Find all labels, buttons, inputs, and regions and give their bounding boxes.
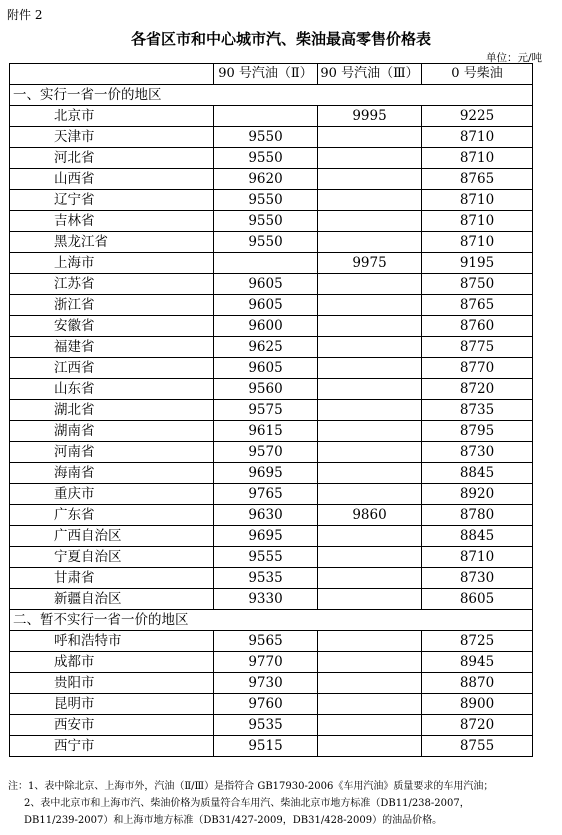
table-row — [10, 148, 533, 169]
price-table-body — [10, 64, 533, 757]
table-row — [10, 295, 533, 316]
region-cell: 西宁市 — [10, 736, 214, 757]
header-gasoline-90-iii: 90 号汽油（Ⅲ） — [318, 64, 422, 85]
region-cell: 昆明市 — [10, 694, 214, 715]
table-header-row — [10, 64, 533, 85]
table-row — [10, 715, 533, 736]
gasoline-ii-cell: 9605 — [214, 274, 318, 295]
gasoline-ii-cell: 9620 — [214, 169, 318, 190]
table-row — [10, 337, 533, 358]
table-row — [10, 106, 533, 127]
gasoline-iii-cell — [318, 148, 422, 169]
region-cell: 江西省 — [10, 358, 214, 379]
diesel-cell: 8845 — [422, 463, 533, 484]
gasoline-ii-cell: 9695 — [214, 463, 318, 484]
diesel-cell: 8710 — [422, 190, 533, 211]
region-cell: 吉林省 — [10, 211, 214, 232]
diesel-cell: 8605 — [422, 589, 533, 610]
gasoline-iii-cell — [318, 337, 422, 358]
region-cell: 河南省 — [10, 442, 214, 463]
gasoline-iii-cell — [318, 316, 422, 337]
region-cell: 江苏省 — [10, 274, 214, 295]
gasoline-ii-cell: 9625 — [214, 337, 318, 358]
table-row — [10, 673, 533, 694]
diesel-cell: 8920 — [422, 484, 533, 505]
gasoline-ii-cell: 9550 — [214, 211, 318, 232]
gasoline-iii-cell — [318, 127, 422, 148]
diesel-cell: 8730 — [422, 442, 533, 463]
region-cell: 安徽省 — [10, 316, 214, 337]
gasoline-ii-cell: 9515 — [214, 736, 318, 757]
diesel-cell: 8720 — [422, 715, 533, 736]
table-row — [10, 442, 533, 463]
table-row — [10, 274, 533, 295]
region-cell: 黑龙江省 — [10, 232, 214, 253]
gasoline-ii-cell: 9560 — [214, 379, 318, 400]
gasoline-iii-cell — [318, 232, 422, 253]
footnote-1: 注：1、表中除北京、上海市外，汽油（Ⅱ/Ⅲ）是指符合 GB17930-2006《车用汽油》质量要求的车用汽油； — [8, 781, 494, 792]
header-region — [10, 64, 214, 85]
diesel-cell: 9195 — [422, 253, 533, 274]
gasoline-iii-cell — [318, 715, 422, 736]
gasoline-ii-cell: 9760 — [214, 694, 318, 715]
region-cell: 广西自治区 — [10, 526, 214, 547]
gasoline-iii-cell — [318, 211, 422, 232]
table-row — [10, 379, 533, 400]
gasoline-iii-cell — [318, 652, 422, 673]
gasoline-ii-cell: 9570 — [214, 442, 318, 463]
gasoline-iii-cell — [318, 442, 422, 463]
table-row — [10, 358, 533, 379]
gasoline-iii-cell — [318, 190, 422, 211]
table-row — [10, 694, 533, 715]
gasoline-ii-cell: 9630 — [214, 505, 318, 526]
unit-label: 单位：元/吨 — [485, 52, 542, 64]
header-gasoline-90-ii: 90 号汽油（Ⅱ） — [214, 64, 318, 85]
diesel-cell: 8750 — [422, 274, 533, 295]
diesel-cell: 9225 — [422, 106, 533, 127]
gasoline-iii-cell — [318, 463, 422, 484]
region-cell: 贵阳市 — [10, 673, 214, 694]
diesel-cell: 8735 — [422, 400, 533, 421]
gasoline-ii-cell: 9615 — [214, 421, 318, 442]
header-diesel-0: 0 号柴油 — [422, 64, 533, 85]
price-table — [9, 63, 533, 757]
table-row — [10, 505, 533, 526]
region-cell: 福建省 — [10, 337, 214, 358]
diesel-cell: 8730 — [422, 568, 533, 589]
table-row — [10, 232, 533, 253]
gasoline-ii-cell: 9600 — [214, 316, 318, 337]
region-cell: 湖南省 — [10, 421, 214, 442]
gasoline-iii-cell — [318, 568, 422, 589]
diesel-cell: 8845 — [422, 526, 533, 547]
gasoline-iii-cell — [318, 589, 422, 610]
gasoline-ii-cell — [214, 253, 318, 274]
gasoline-iii-cell — [318, 400, 422, 421]
diesel-cell: 8765 — [422, 295, 533, 316]
diesel-cell: 8900 — [422, 694, 533, 715]
table-row — [10, 736, 533, 757]
region-cell: 宁夏自治区 — [10, 547, 214, 568]
region-cell: 上海市 — [10, 253, 214, 274]
footnote-2-continued: DB11/239-2007）和上海市地方标准（DB31/427-2009，DB31/428-2009）的油品价格。 — [24, 815, 443, 826]
footnotes — [8, 778, 556, 829]
table-row — [10, 568, 533, 589]
gasoline-ii-cell: 9605 — [214, 358, 318, 379]
region-cell: 新疆自治区 — [10, 589, 214, 610]
gasoline-iii-cell — [318, 526, 422, 547]
gasoline-iii-cell — [318, 547, 422, 568]
gasoline-ii-cell: 9330 — [214, 589, 318, 610]
region-cell: 北京市 — [10, 106, 214, 127]
table-row — [10, 589, 533, 610]
region-cell: 海南省 — [10, 463, 214, 484]
diesel-cell: 8780 — [422, 505, 533, 526]
table-row — [10, 400, 533, 421]
footnote-2: 2、表中北京市和上海市汽、柴油价格为质量符合车用汽、柴油北京市地方标准（DB11/238-2007， — [24, 798, 470, 809]
table-row — [10, 526, 533, 547]
gasoline-ii-cell: 9770 — [214, 652, 318, 673]
gasoline-iii-cell — [318, 274, 422, 295]
gasoline-ii-cell: 9550 — [214, 190, 318, 211]
region-cell: 山西省 — [10, 169, 214, 190]
gasoline-ii-cell: 9695 — [214, 526, 318, 547]
gasoline-iii-cell — [318, 631, 422, 652]
gasoline-iii-cell: 9860 — [318, 505, 422, 526]
gasoline-ii-cell: 9730 — [214, 673, 318, 694]
region-cell: 湖北省 — [10, 400, 214, 421]
diesel-cell: 8870 — [422, 673, 533, 694]
gasoline-iii-cell — [318, 295, 422, 316]
region-cell: 广东省 — [10, 505, 214, 526]
table-row — [10, 652, 533, 673]
region-cell: 西安市 — [10, 715, 214, 736]
table-row — [10, 127, 533, 148]
diesel-cell: 8710 — [422, 211, 533, 232]
gasoline-iii-cell: 9995 — [318, 106, 422, 127]
gasoline-iii-cell — [318, 673, 422, 694]
attachment-label: 附件 2 — [7, 8, 43, 22]
section-heading: 二、暂不实行一省一价的地区 — [10, 610, 533, 631]
diesel-cell: 8710 — [422, 148, 533, 169]
gasoline-ii-cell: 9575 — [214, 400, 318, 421]
diesel-cell: 8945 — [422, 652, 533, 673]
region-cell: 辽宁省 — [10, 190, 214, 211]
table-row — [10, 484, 533, 505]
gasoline-ii-cell: 9550 — [214, 148, 318, 169]
diesel-cell: 8725 — [422, 631, 533, 652]
region-cell: 天津市 — [10, 127, 214, 148]
section-heading-row — [10, 610, 533, 631]
gasoline-iii-cell — [318, 484, 422, 505]
diesel-cell: 8710 — [422, 232, 533, 253]
region-cell: 河北省 — [10, 148, 214, 169]
region-cell: 成都市 — [10, 652, 214, 673]
gasoline-ii-cell: 9550 — [214, 127, 318, 148]
gasoline-iii-cell — [318, 169, 422, 190]
gasoline-ii-cell: 9765 — [214, 484, 318, 505]
gasoline-ii-cell: 9605 — [214, 295, 318, 316]
gasoline-ii-cell: 9555 — [214, 547, 318, 568]
gasoline-ii-cell: 9550 — [214, 232, 318, 253]
diesel-cell: 8710 — [422, 547, 533, 568]
diesel-cell: 8795 — [422, 421, 533, 442]
diesel-cell: 8760 — [422, 316, 533, 337]
gasoline-ii-cell: 9565 — [214, 631, 318, 652]
page-title: 各省区市和中心城市汽、柴油最高零售价格表 — [130, 30, 431, 48]
gasoline-iii-cell: 9975 — [318, 253, 422, 274]
gasoline-iii-cell — [318, 379, 422, 400]
diesel-cell: 8720 — [422, 379, 533, 400]
table-row — [10, 190, 533, 211]
section-heading-row — [10, 85, 533, 106]
table-row — [10, 211, 533, 232]
table-row — [10, 253, 533, 274]
diesel-cell: 8775 — [422, 337, 533, 358]
table-row — [10, 547, 533, 568]
diesel-cell: 8770 — [422, 358, 533, 379]
gasoline-iii-cell — [318, 421, 422, 442]
gasoline-ii-cell — [214, 106, 318, 127]
gasoline-iii-cell — [318, 358, 422, 379]
gasoline-ii-cell: 9535 — [214, 715, 318, 736]
diesel-cell: 8765 — [422, 169, 533, 190]
table-row — [10, 463, 533, 484]
gasoline-iii-cell — [318, 694, 422, 715]
table-row — [10, 631, 533, 652]
region-cell: 呼和浩特市 — [10, 631, 214, 652]
table-row — [10, 316, 533, 337]
table-row — [10, 421, 533, 442]
diesel-cell: 8710 — [422, 127, 533, 148]
gasoline-iii-cell — [318, 736, 422, 757]
region-cell: 浙江省 — [10, 295, 214, 316]
table-row — [10, 169, 533, 190]
section-heading: 一、实行一省一价的地区 — [10, 85, 533, 106]
region-cell: 山东省 — [10, 379, 214, 400]
region-cell: 甘肃省 — [10, 568, 214, 589]
gasoline-ii-cell: 9535 — [214, 568, 318, 589]
diesel-cell: 8755 — [422, 736, 533, 757]
region-cell: 重庆市 — [10, 484, 214, 505]
